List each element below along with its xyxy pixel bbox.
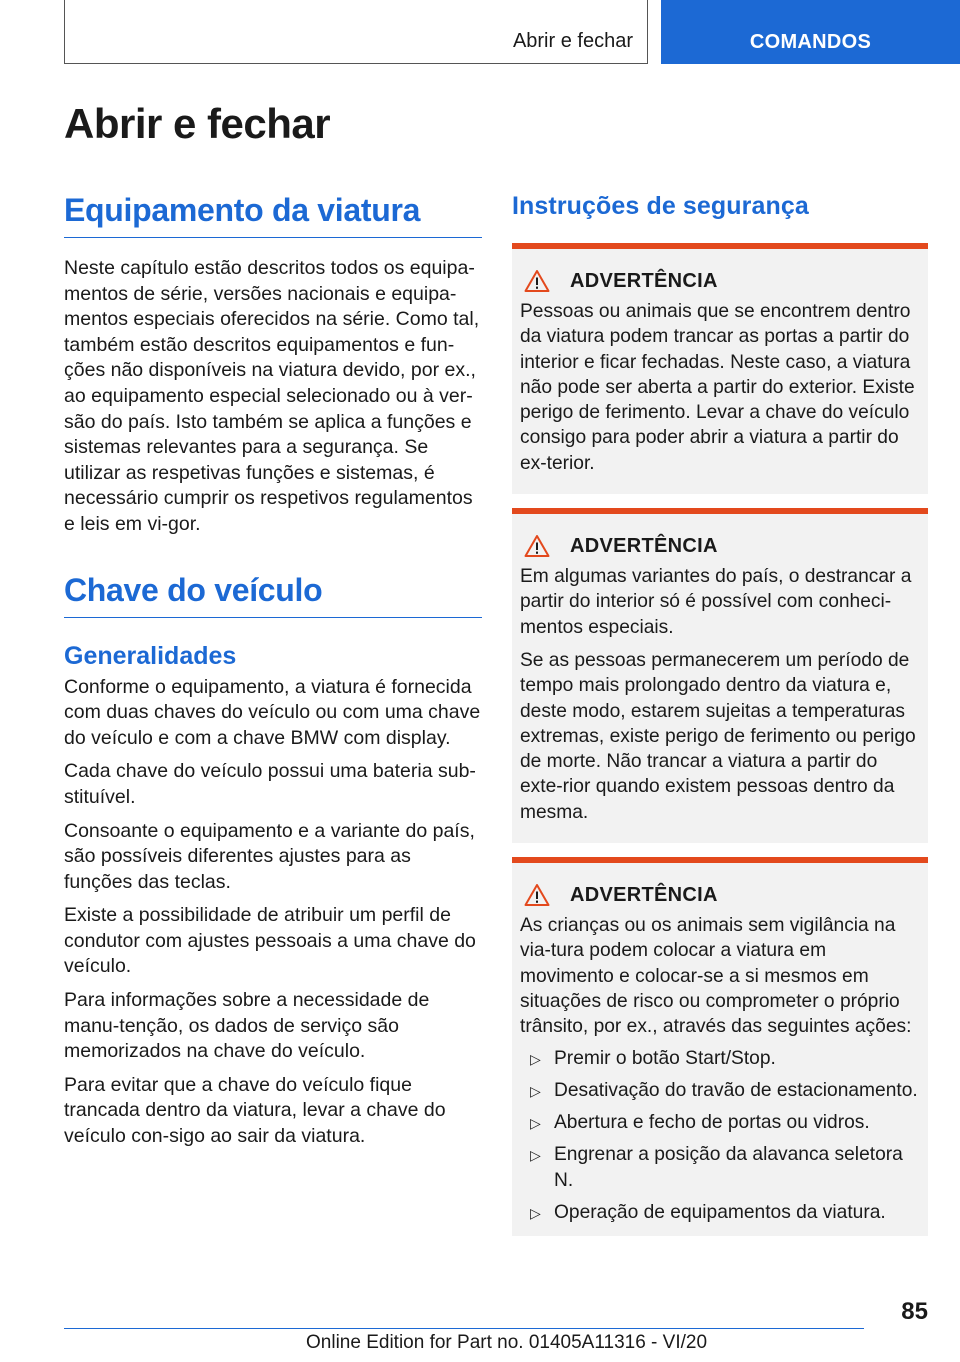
key-paragraph: Para evitar que a chave do veículo fique trancada dentro da viatura, levar a chave do veículo con-sigo ao sair da viatura. bbox=[64, 1073, 446, 1148]
header-section-label: Abrir e fechar bbox=[512, 30, 633, 52]
header-chapter-tab bbox=[661, 0, 960, 64]
key-paragraph: Existe a possibilidade de atribuir um perfil de condutor com ajustes pessoais a uma chave do veículo. bbox=[64, 904, 476, 978]
page-number: 85 bbox=[901, 1298, 928, 1325]
equipment-text: Neste capítulo estão descritos todos os equipa-mentos de série, versões nacionais e equipa-mentos especiais oferecidos na série. Como tal, também estão descritos equipamentos e fun-ções não disponíveis na viatura devido, por ex., ao equipamento especial selecionado ou à ver-são do país. Isto também se aplica a funções e sistemas relevantes para a segurança. Se utilizar as respetivas funções e sistemas, é necessário cumprir os respetivos regulamentos e leis em vi-gor. bbox=[64, 257, 480, 535]
warning-text: Pessoas ou animais que se encontrem dentro da viatura podem trancar as portas a partir do interior e ficar fechadas. Neste caso, a viatura não pode ser aberta a partir do exterior. Existe perigo de ferimento. Levar a chave do veículo consigo para poder abrir a viatura a partir do ex-terior. bbox=[520, 301, 915, 474]
key-paragraph: Consoante o equipamento e a variante do país, são possíveis diferentes ajustes para as funções das teclas. bbox=[64, 819, 475, 893]
list-item bbox=[520, 1046, 920, 1071]
warning-text: Em algumas variantes do país, o destrancar a partir do interior só é possível com conheci-mentos especiais. bbox=[520, 566, 912, 638]
action-list bbox=[520, 1046, 920, 1226]
warning-text: Se as pessoas permanecerem um período de tempo mais prolongado dentro da viatura e, deste modo, estarem sujeitas a temperaturas extremas, existe perigo de ferimento ou perigo de morte. Não trancar a viatura a partir do exte-rior quando existem pessoas dentro da mesma. bbox=[520, 649, 916, 823]
key-paragraph: Conforme o equipamento, a viatura é fornecida com duas chaves do veículo ou com uma chave do veículo e com a chave BMW com display. bbox=[64, 675, 481, 749]
warning-triangle-icon bbox=[524, 269, 550, 293]
left-column bbox=[64, 192, 482, 1150]
general-subheading: Generalidades bbox=[64, 641, 237, 670]
list-item bbox=[520, 1110, 920, 1135]
triangle-bullet-icon: ▷ bbox=[530, 1082, 541, 1099]
list-item-text: Engrenar a posição da alavanca seletora N. bbox=[554, 1144, 903, 1191]
list-item bbox=[520, 1200, 920, 1225]
warning-box bbox=[512, 243, 928, 494]
triangle-bullet-icon: ▷ bbox=[530, 1050, 541, 1067]
footer-divider bbox=[64, 1328, 864, 1329]
list-item bbox=[520, 1142, 920, 1193]
page-title: Abrir e fechar bbox=[64, 100, 331, 147]
list-item-text: Premir o botão Start/Stop. bbox=[554, 1047, 776, 1069]
list-item-text: Desativação do travão de estacionamento. bbox=[554, 1079, 918, 1101]
header-chapter-label: COMANDOS bbox=[749, 31, 872, 53]
warning-title: ADVERTÊNCIA bbox=[570, 883, 718, 906]
list-item-text: Abertura e fecho de portas ou vidros. bbox=[554, 1112, 870, 1134]
warning-title: ADVERTÊNCIA bbox=[570, 269, 718, 292]
triangle-bullet-icon: ▷ bbox=[530, 1147, 541, 1164]
warning-title: ADVERTÊNCIA bbox=[570, 534, 718, 557]
warning-text: As crianças ou os animais sem vigilância na via-tura podem colocar a viatura em movimento e colocar-se a si mesmos em situações de risco ou comprometer o próprio trânsito, por ex., através das seguintes ações: bbox=[520, 915, 912, 1038]
warning-triangle-icon bbox=[524, 883, 550, 907]
warning-triangle-icon bbox=[524, 534, 550, 558]
triangle-bullet-icon: ▷ bbox=[530, 1115, 541, 1132]
warning-box bbox=[512, 508, 928, 843]
right-column bbox=[512, 192, 928, 1236]
safety-heading: Instruções de segurança bbox=[512, 192, 809, 220]
equipment-heading: Equipamento da viatura bbox=[64, 192, 482, 238]
warning-box bbox=[512, 857, 928, 1236]
key-paragraph: Cada chave do veículo possui uma bateria sub-stituível. bbox=[64, 760, 476, 808]
edition-info: Online Edition for Part no. 01405A11316 - VI/20 bbox=[306, 1332, 708, 1353]
triangle-bullet-icon: ▷ bbox=[530, 1205, 541, 1222]
list-item bbox=[520, 1078, 920, 1103]
key-paragraph: Para informações sobre a necessidade de manu-tenção, os dados de serviço são memorizados na chave do veículo. bbox=[64, 989, 430, 1063]
list-item-text: Operação de equipamentos da viatura. bbox=[554, 1202, 886, 1224]
header-section-tab bbox=[64, 0, 648, 64]
vehicle-key-heading: Chave do veículo bbox=[64, 572, 482, 618]
